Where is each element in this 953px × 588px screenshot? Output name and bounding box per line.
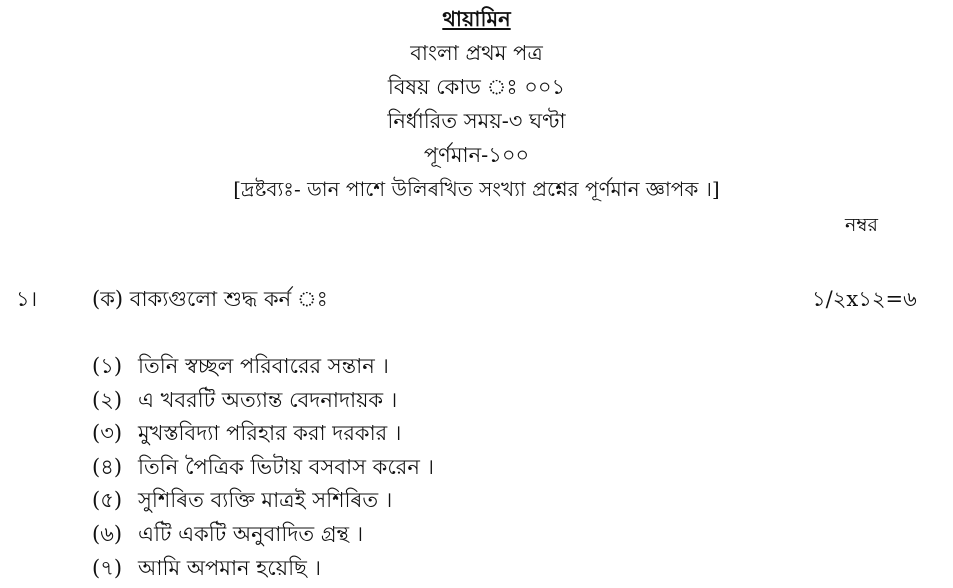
list-item <box>92 420 792 454</box>
list-item-text: আমি অপমান হয়েছি । <box>138 555 322 580</box>
list-item-text: তিনি পৈত্রিক ভিটায় বসবাস করেন । <box>138 454 435 479</box>
list-item-text: এ খবরটি অত্যান্ত বেদনাদায়ক । <box>138 387 398 412</box>
list-item-number: (২) <box>92 387 123 412</box>
full-marks-line: পূর্ণমান-১০০ <box>423 143 530 167</box>
list-item-text: সুশিৰিত ব্যক্তি মাত্রই সশিৰিত । <box>138 488 393 513</box>
list-item-number: (৬) <box>92 521 123 546</box>
exam-title: থায়ামিন <box>442 6 511 31</box>
marks-column-header: নম্বর <box>845 214 878 236</box>
question-text: (ক) বাক্যগুলো শুদ্ধ কর্ন ঃ <box>92 287 328 311</box>
subject-code-line: বিষয় কোড ঃ ০০১ <box>387 75 566 99</box>
time-line: নির্ধারিত সময়-৩ ঘণ্টা <box>387 109 566 133</box>
list-item-number: (৫) <box>92 488 123 513</box>
list-item-text: মুখস্তবিদ্যা পরিহার করা দরকার । <box>138 421 402 446</box>
instruction-note: [দ্রষ্টব্যঃ- ডান পাশে উলিৰখিত সংখ্যা প্রশ্নের পূর্ণমান জ্ঞাপক ।] <box>233 177 720 201</box>
list-item-number: (৭) <box>92 555 123 580</box>
list-item <box>92 487 792 521</box>
sentence-list <box>92 353 792 588</box>
list-item-number: (৩) <box>92 421 123 446</box>
list-item-number: (৪) <box>92 454 123 479</box>
list-item-number: (১) <box>92 354 123 378</box>
list-item-text: এটি একটি অনুবাদিত গ্রন্থ । <box>138 521 364 546</box>
list-item <box>92 521 792 555</box>
list-item <box>92 555 792 588</box>
list-item <box>92 454 792 488</box>
list-item <box>92 387 792 421</box>
list-item-text: তিনি স্বচ্ছল পরিবারের সন্তান । <box>138 354 389 378</box>
subject-line: বাংলা প্রথম পত্র <box>410 41 543 65</box>
question-marks: ১/২x১২=৬ <box>812 287 917 311</box>
list-item <box>92 353 792 387</box>
question-number: ১। <box>16 287 38 311</box>
